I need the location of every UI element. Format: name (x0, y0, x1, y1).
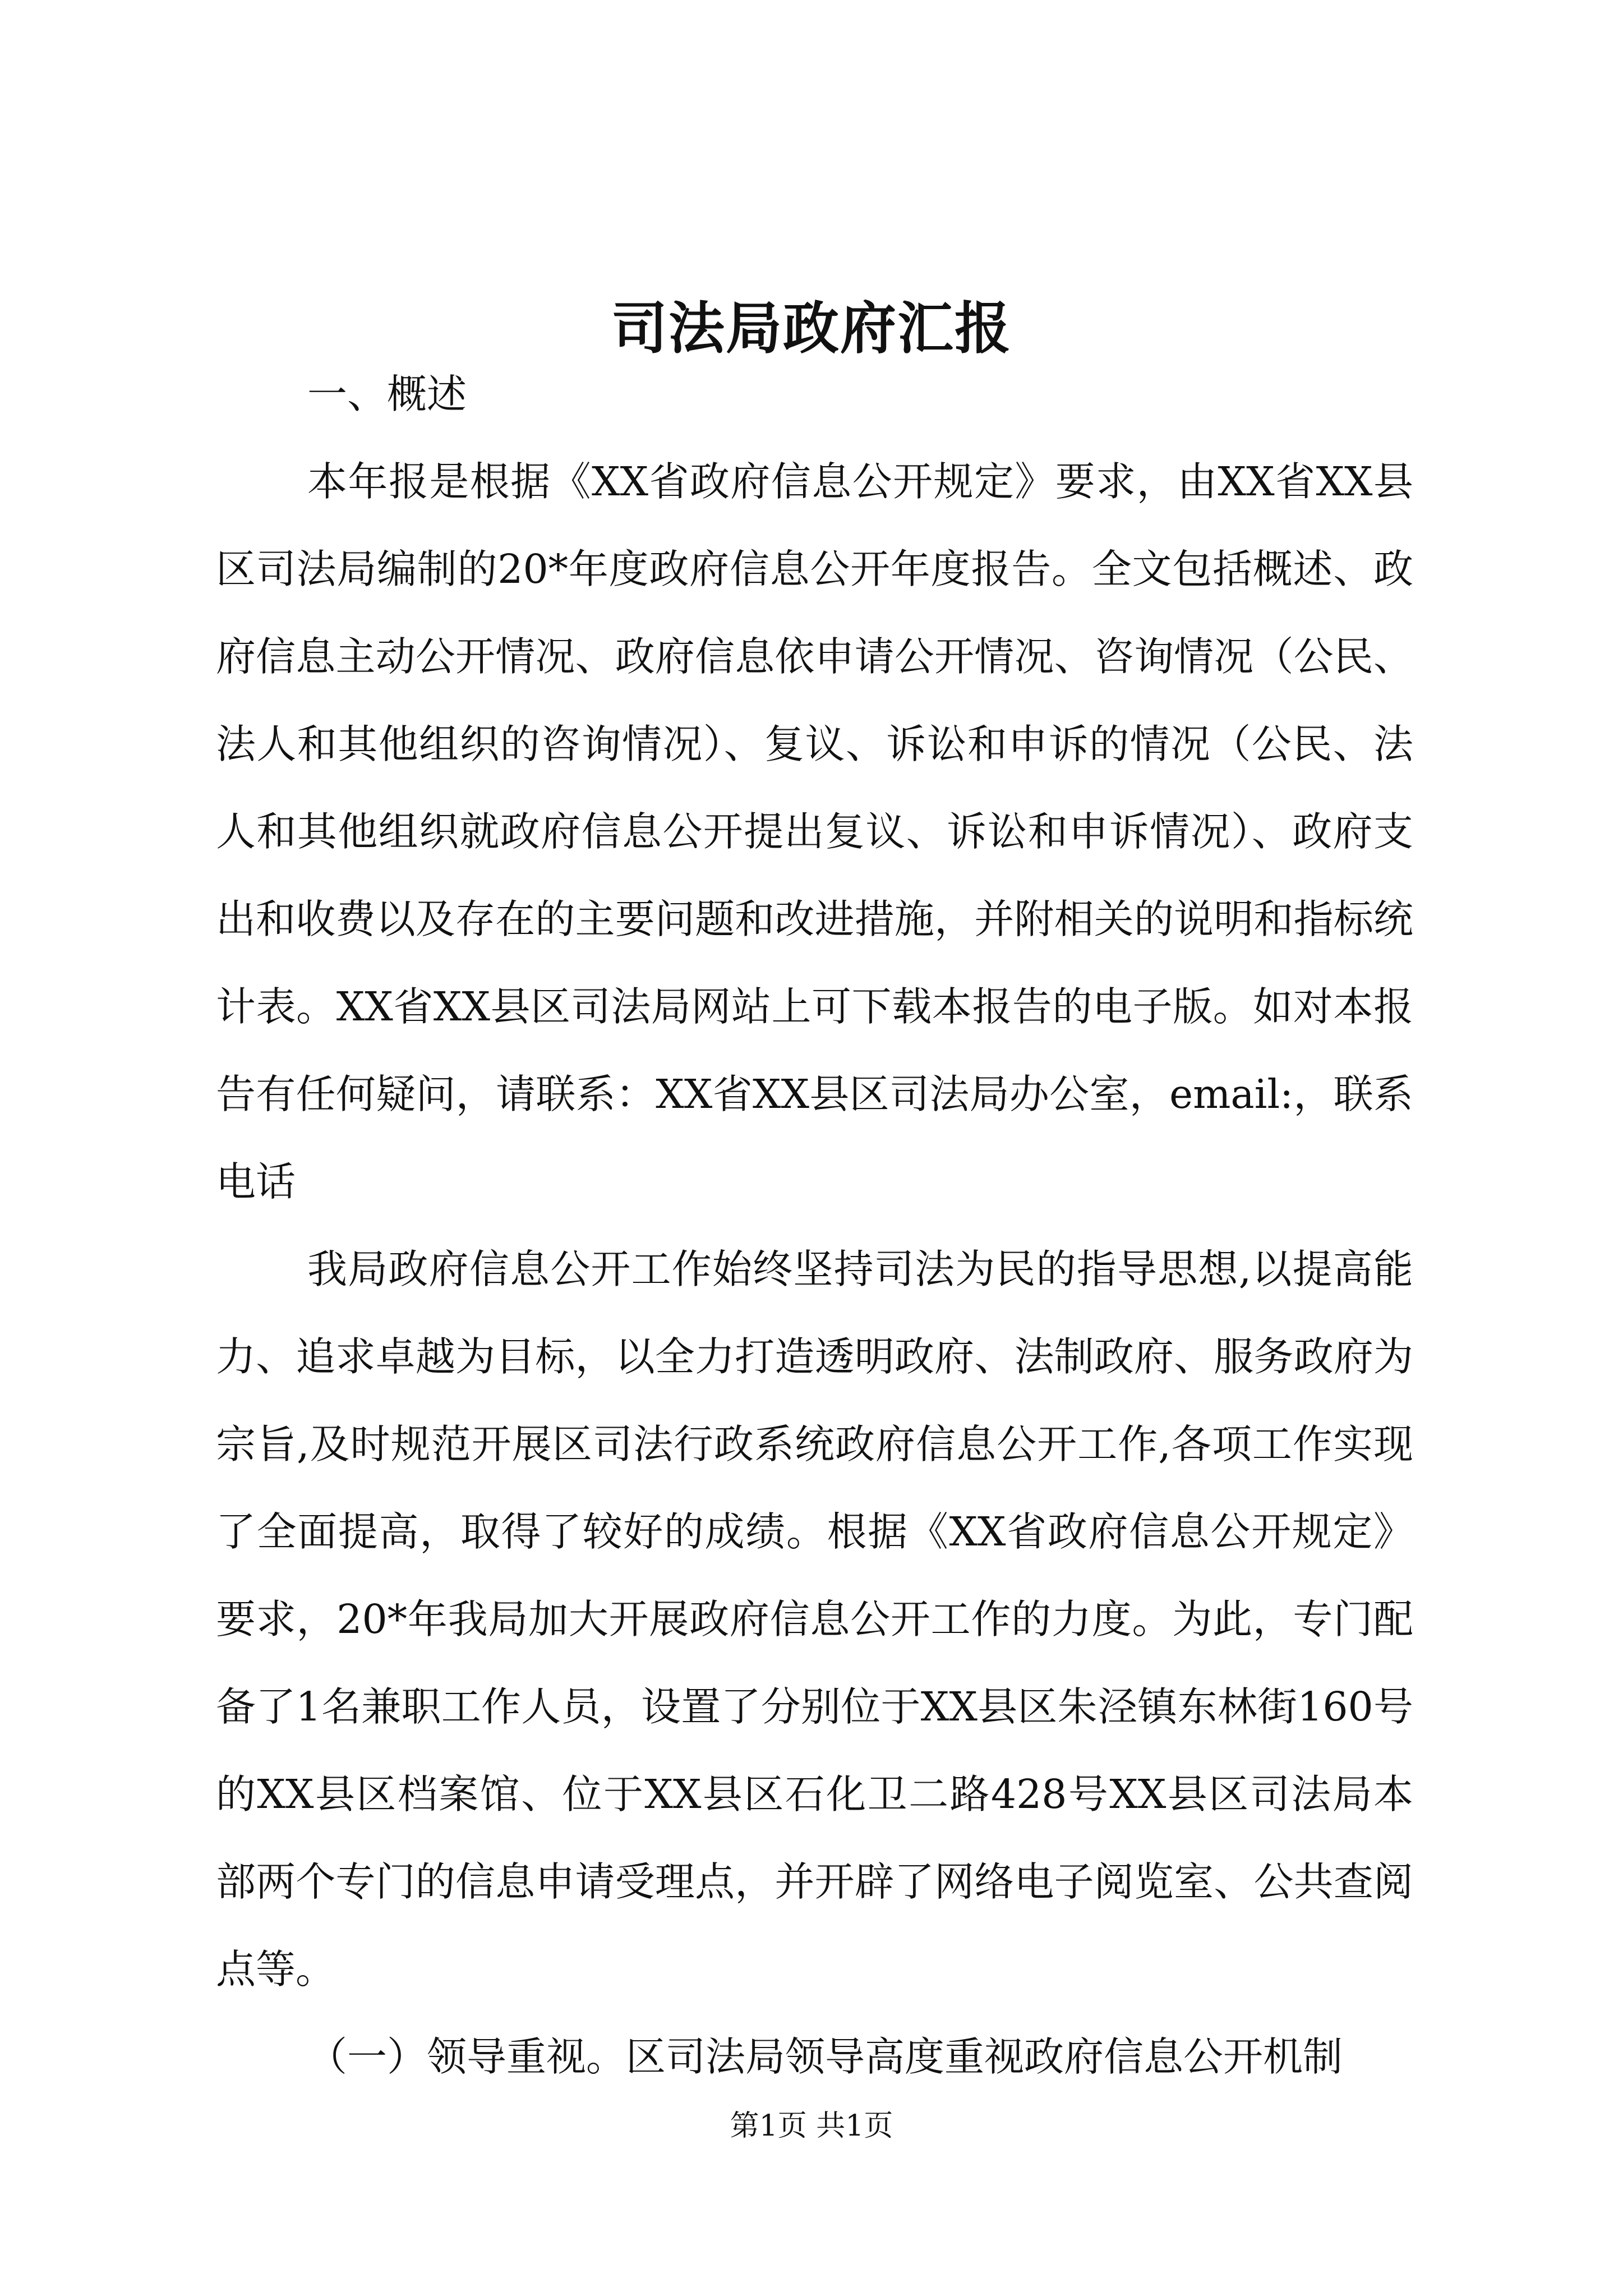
paragraph-work-summary: 我局政府信息公开工作始终坚持司法为民的指导思想,以提高能力、追求卓越为目标，以全力打造透明政府、法制政府、服务政府为宗旨,及时规范开展区司法行政系统政府信息公开工作,各项工作实现了全面提高，取得了较好的成绩。根据《XX省政府信息公开规定》要求，20*年我局加大开展政府信息公开工作的力度。为此，专门配备了1名兼职工作人员，设置了分别位于XX县区朱泾镇东林街160号的XX县区档案馆、位于XX县区石化卫二路428号XX县区司法局本部两个专门的信息申请受理点，并开辟了网络电子阅览室、公共查阅点等。 (216, 1246, 1413, 1993)
section-heading: 一、概述 (307, 371, 467, 417)
document-body (216, 351, 1413, 2101)
subsection-heading: （一）领导重视。区司法局领导高度重视政府信息公开机制 (307, 2033, 1343, 2080)
paragraph-overview: 本年报是根据《XX省政府信息公开规定》要求，由XX省XX县区司法局编制的20*年度政府信息公开年度报告。全文包括概述、政府信息主动公开情况、政府信息依申请公开情况、咨询情况（公民、法人和其他组织的咨询情况）、复议、诉讼和申诉的情况（公民、法人和其他组织就政府信息公开提出复议、诉讼和申诉情况）、政府支出和收费以及存在的主要问题和改进措施，并附相关的说明和指标统计表。XX省XX县区司法局网站上可下载本报告的电子版。如对本报告有任何疑问，请联系：XX省XX县区司法局办公室，email:，联系电话 (216, 458, 1413, 1205)
document-title: 司法局政府汇报 (611, 295, 1012, 361)
page-number-footer: 第1页 共1页 (730, 2109, 893, 2143)
